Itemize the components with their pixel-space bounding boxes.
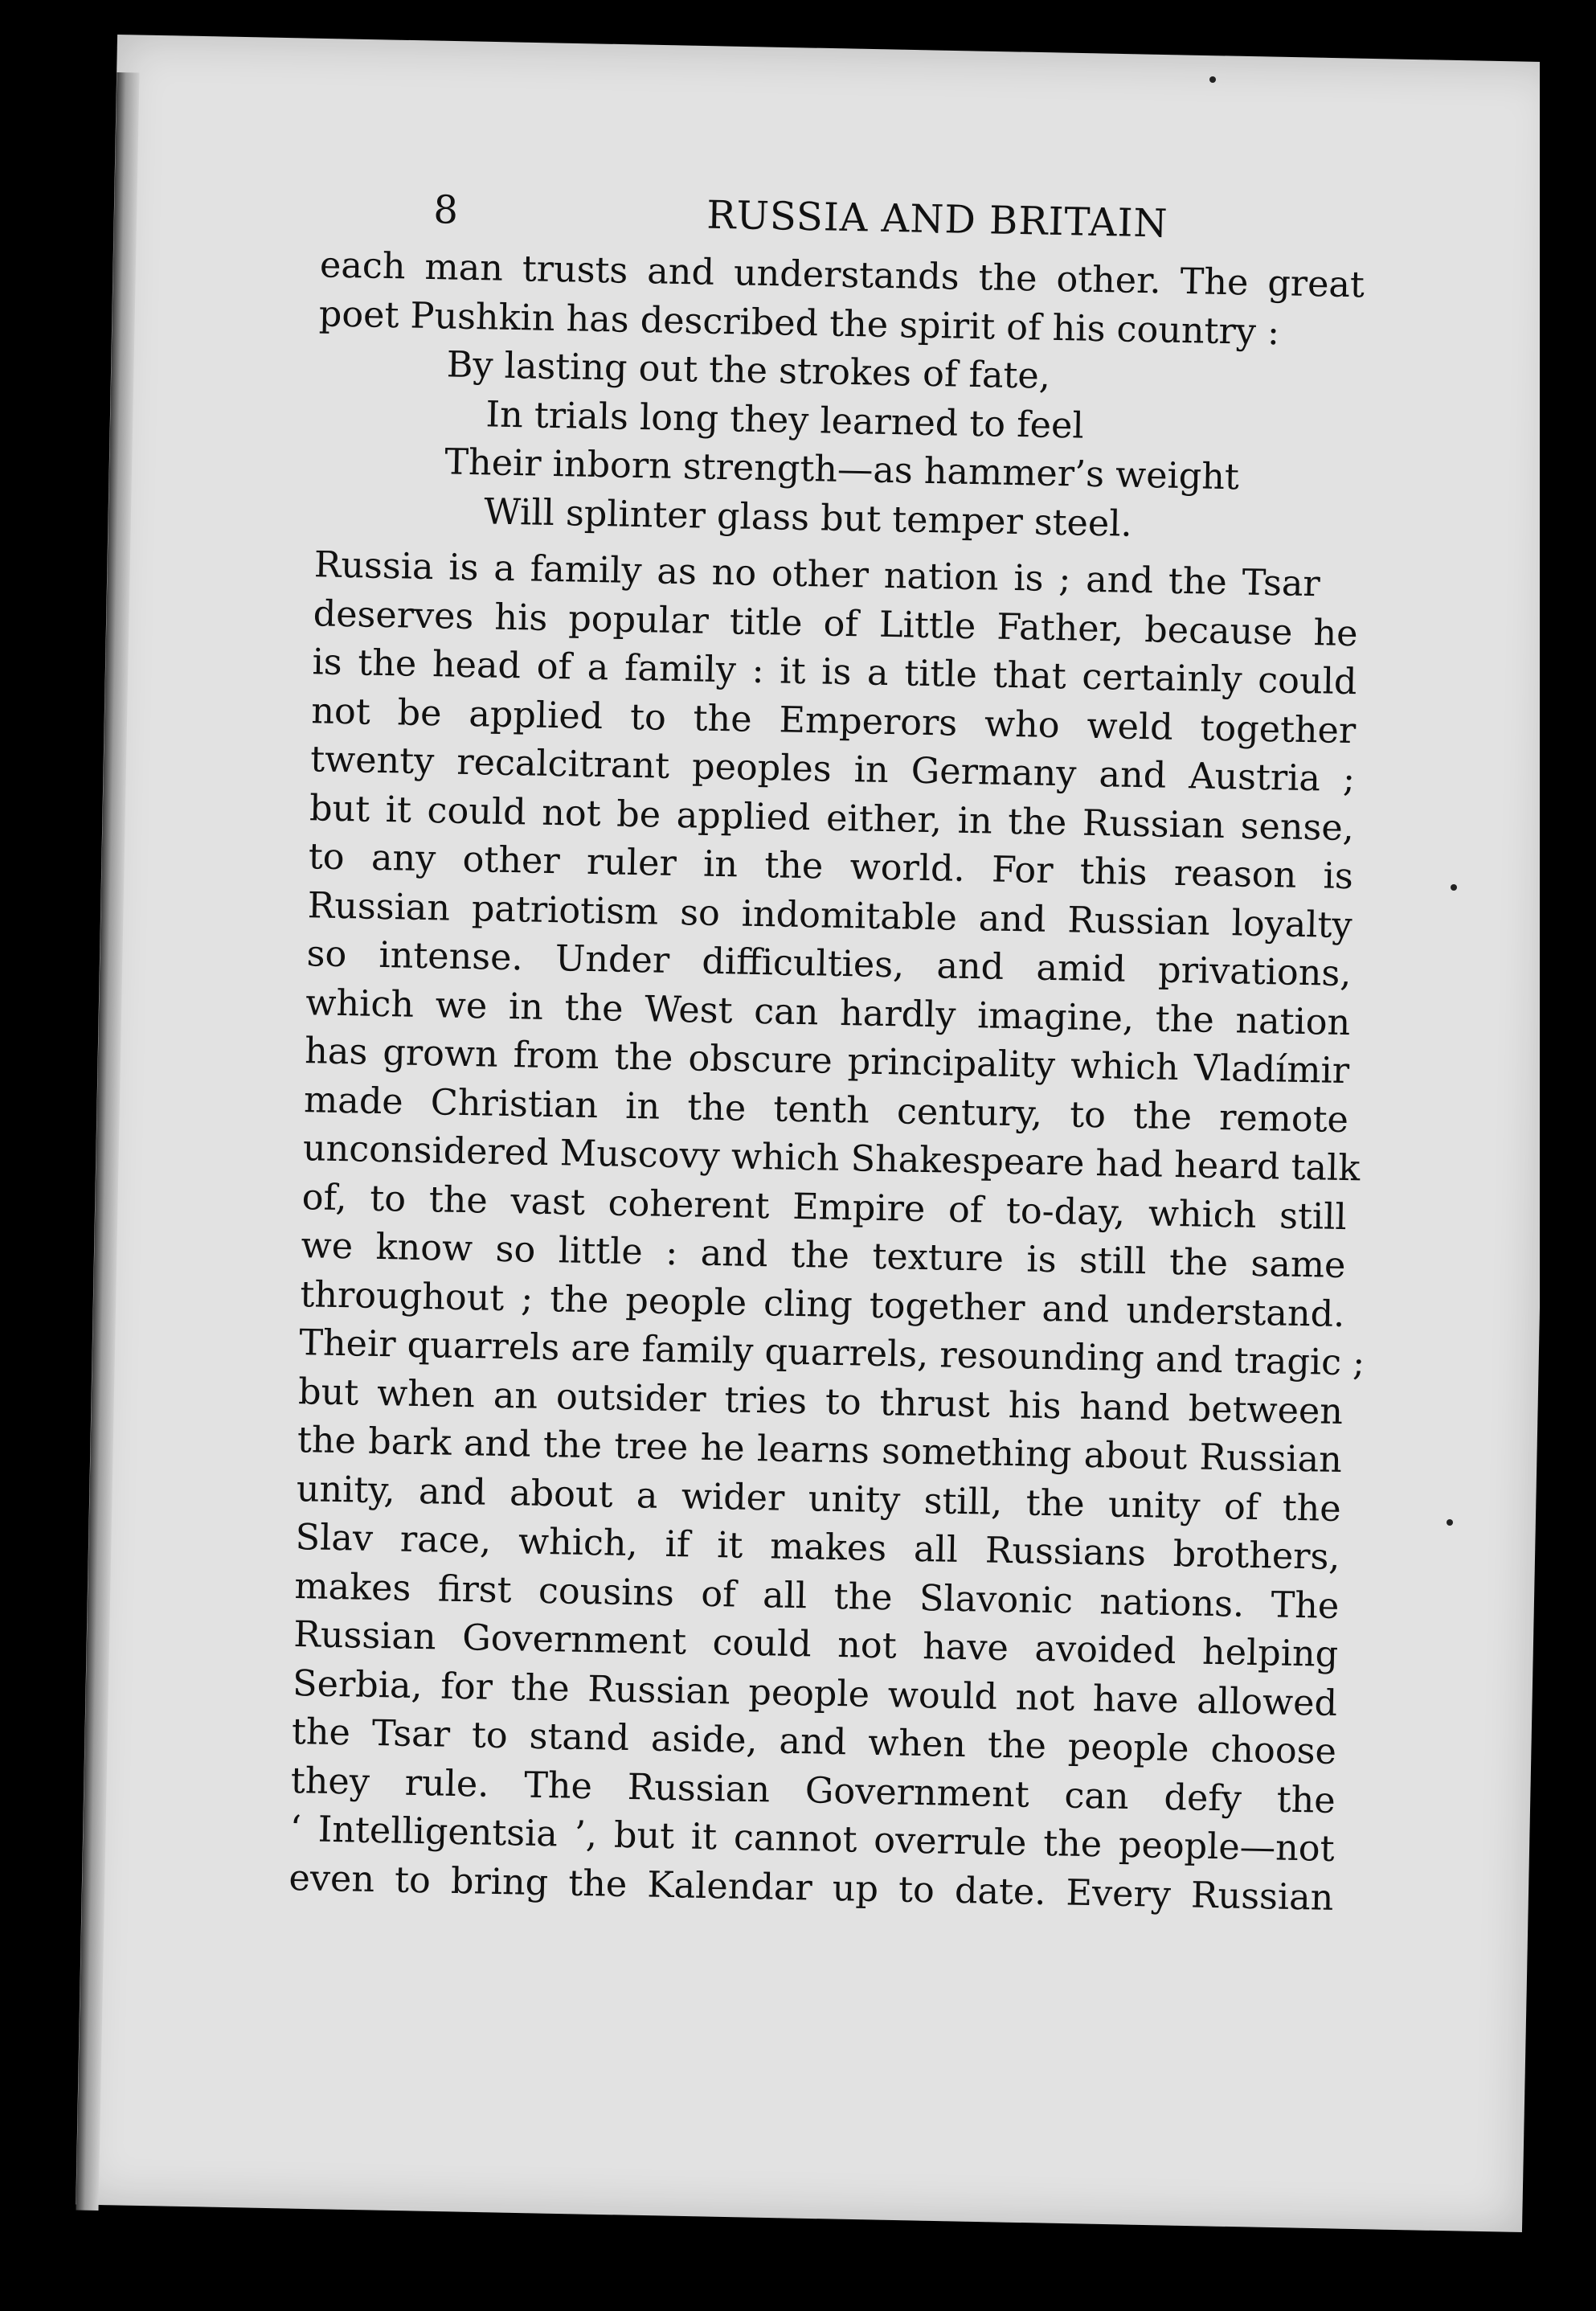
verse-line: In trials long they learned to feel bbox=[485, 393, 1085, 447]
text-line: we know so little : and the texture is still the same bbox=[301, 1225, 1346, 1287]
text-line: which we in the West can hardly imagine, the nation bbox=[305, 981, 1351, 1043]
text-line: of, to the vast coherent Empire of to-day, which still bbox=[301, 1176, 1348, 1238]
text-line: poet Pushkin has described the spirit of his country : bbox=[318, 293, 1280, 353]
text-line: Russian Government could not have avoided helping bbox=[293, 1614, 1339, 1676]
text-line: even to bring the Kalendar up to date. Every Russian bbox=[289, 1857, 1334, 1919]
text-line: makes first cousins of all the Slavonic nations. The bbox=[294, 1565, 1340, 1627]
text-line: throughout ; the people cling together and understand. bbox=[300, 1273, 1345, 1335]
text-line: ‘ Intelligentsia ’, but it cannot overrule the people—not bbox=[289, 1809, 1335, 1870]
text-line: Slav race, which, if it makes all Russians brothers, bbox=[295, 1517, 1340, 1579]
text-line: Russia is a family as no other nation is ; and the Tsar bbox=[313, 544, 1321, 605]
text-line: they rule. The Russian Government can defy the bbox=[290, 1760, 1336, 1821]
text-line: has grown from the obscure principality which Vladímir bbox=[304, 1031, 1350, 1092]
page-number: 8 bbox=[432, 187, 460, 233]
scan-border-right bbox=[1540, 0, 1596, 2311]
text-line: to any other ruler in the world. For this reason is bbox=[308, 836, 1354, 898]
text-line: the Tsar to stand aside, and when the people choose bbox=[291, 1711, 1337, 1772]
text-line: not be applied to the Emperors who weld together bbox=[310, 690, 1357, 752]
scan-speck bbox=[1451, 884, 1457, 891]
verse-line: Their inborn strength—as hammer’s weight bbox=[444, 441, 1240, 498]
verse-line: By lasting out the strokes of fate, bbox=[446, 344, 1051, 397]
text-line: Serbia, for the Russian people would not have allowed bbox=[292, 1662, 1338, 1724]
text-line: is the head of a family : it is a title that certainly could bbox=[312, 641, 1357, 703]
verse-line: Will splinter glass but temper steel. bbox=[483, 490, 1133, 545]
text-line: Russian patriotism so indomitable and Russian loyalty bbox=[307, 884, 1353, 946]
text-line: the bark and the tree he learns something about Russian bbox=[297, 1420, 1343, 1481]
text-line: unconsidered Muscovy which Shakespeare had heard talk bbox=[302, 1128, 1361, 1190]
body-paragraph bbox=[272, 541, 1423, 1924]
text-line: each man trusts and understands the other. The great bbox=[319, 244, 1365, 306]
scan-speck bbox=[1447, 1519, 1453, 1526]
verse-quotation bbox=[299, 338, 1427, 555]
text-line: so intense. Under difficulties, and amid privations, bbox=[306, 933, 1352, 995]
page-text bbox=[270, 185, 1430, 2039]
text-line: unity, and about a wider unity still, the unity of the bbox=[296, 1468, 1342, 1530]
text-line: Their quarrels are family quarrels, resounding and tragic ; bbox=[298, 1322, 1365, 1384]
text-line: but when an outsider tries to thrust his hand between bbox=[297, 1371, 1344, 1432]
text-line: but it could not be applied either, in the Russian sense, bbox=[309, 787, 1355, 849]
text-line: deserves his popular title of Little Father, because he bbox=[313, 592, 1359, 654]
text-line: twenty recalcitrant peoples in Germany and Austria ; bbox=[309, 739, 1356, 801]
scan-speck bbox=[1209, 76, 1216, 83]
text-line: made Christian in the tenth century, to the remote bbox=[303, 1079, 1349, 1141]
running-title: RUSSIA AND BRITAIN bbox=[706, 192, 1169, 247]
